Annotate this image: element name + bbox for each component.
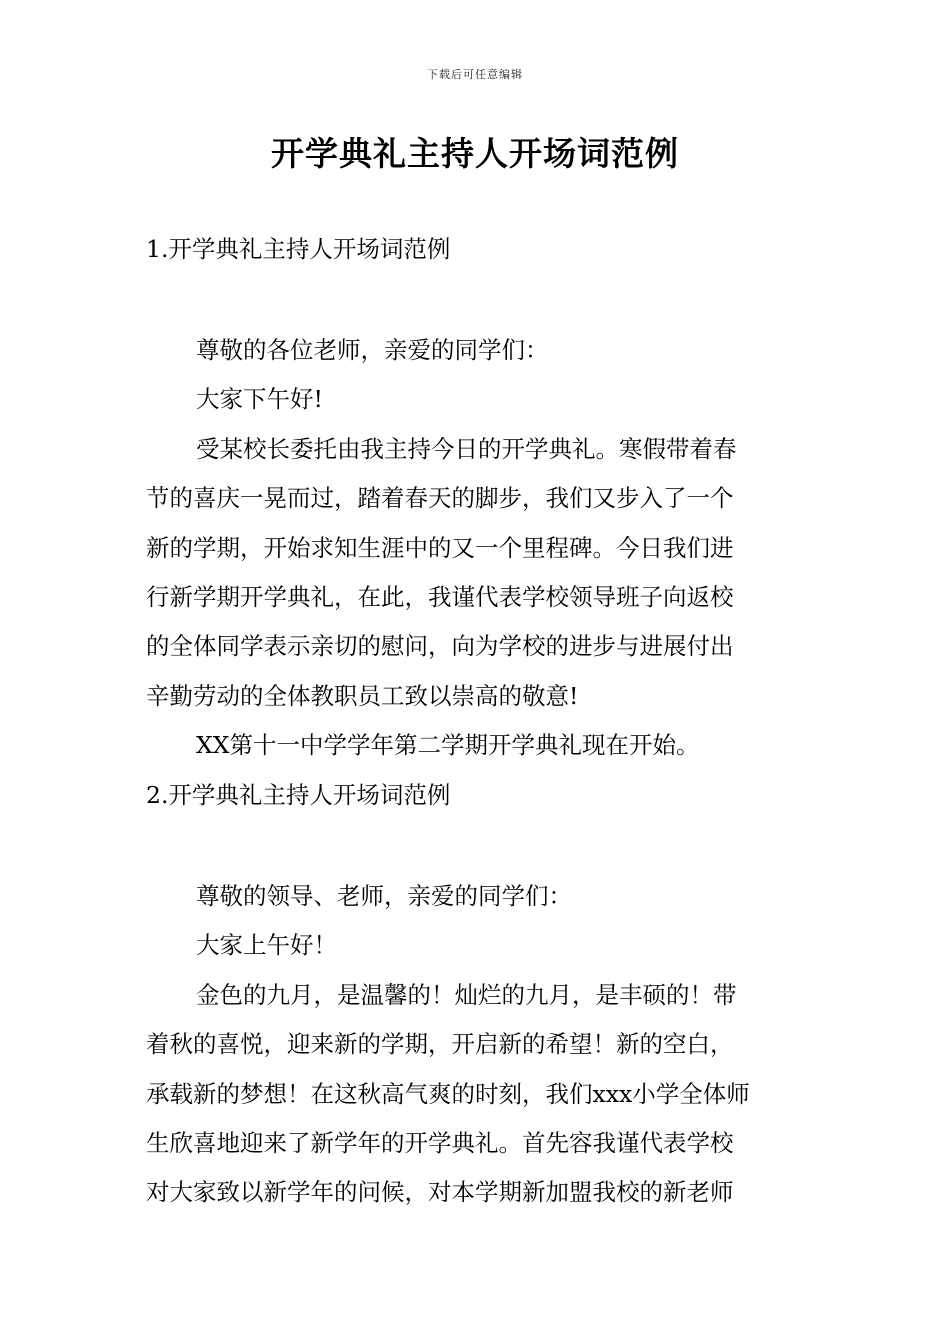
section-1-greeting: 尊敬的各位老师，亲爱的同学们： bbox=[196, 336, 549, 364]
section-2-para-line: 金色的九月，是温馨的！灿烂的九月，是丰硕的！带 bbox=[196, 980, 737, 1009]
section-1 bbox=[146, 225, 808, 274]
section-1-body bbox=[146, 326, 808, 820]
section-1-para-line: 的全体同学表示亲切的慰问，向为学校的进步与进展付出 bbox=[146, 632, 734, 661]
section-1-para-line: 节的喜庆一晃而过，踏着春天的脚步，我们又步入了一个 bbox=[146, 484, 734, 513]
section-2-salutation: 大家上午好！ bbox=[196, 931, 337, 960]
section-1-closing: XX第十一中学学年第二学期开学典礼现在开始。 bbox=[196, 731, 700, 760]
section-2-para-line: 对大家致以新学年的问候，对本学期新加盟我校的新老师 bbox=[146, 1178, 734, 1207]
section-2-heading: 2.开学典礼主持人开场词范例 bbox=[146, 780, 451, 809]
header-note: 下载后可任意编辑 bbox=[427, 68, 523, 81]
section-1-para-line: 受某校长委托由我主持今日的开学典礼。寒假带着春 bbox=[196, 434, 737, 463]
section-1-salutation: 大家下午好! bbox=[196, 385, 323, 414]
section-2-body bbox=[146, 872, 808, 1218]
section-1-para-line: 行新学期开学典礼，在此，我谨代表学校领导班子向返校 bbox=[146, 582, 734, 611]
page-title: 开学典礼主持人开场词范例 bbox=[271, 134, 679, 173]
section-1-heading: 1.开学典礼主持人开场词范例 bbox=[146, 235, 451, 263]
section-2-para-line: 承载新的梦想！在这秋高气爽的时刻，我们xxx小学全体师 bbox=[146, 1079, 750, 1108]
section-1-para-line: 辛勤劳动的全体教职员工致以崇高的敬意! bbox=[146, 681, 579, 710]
section-2-para-line: 着秋的喜悦，迎来新的学期，开启新的希望！新的空白， bbox=[146, 1030, 734, 1059]
section-1-para-line: 新的学期，开始求知生涯中的又一个里程碑。今日我们进 bbox=[146, 533, 734, 562]
section-2-para-line: 生欣喜地迎来了新学年的开学典礼。首先容我谨代表学校 bbox=[146, 1128, 734, 1157]
section-2-greeting: 尊敬的领导、老师，亲爱的同学们： bbox=[196, 882, 572, 910]
